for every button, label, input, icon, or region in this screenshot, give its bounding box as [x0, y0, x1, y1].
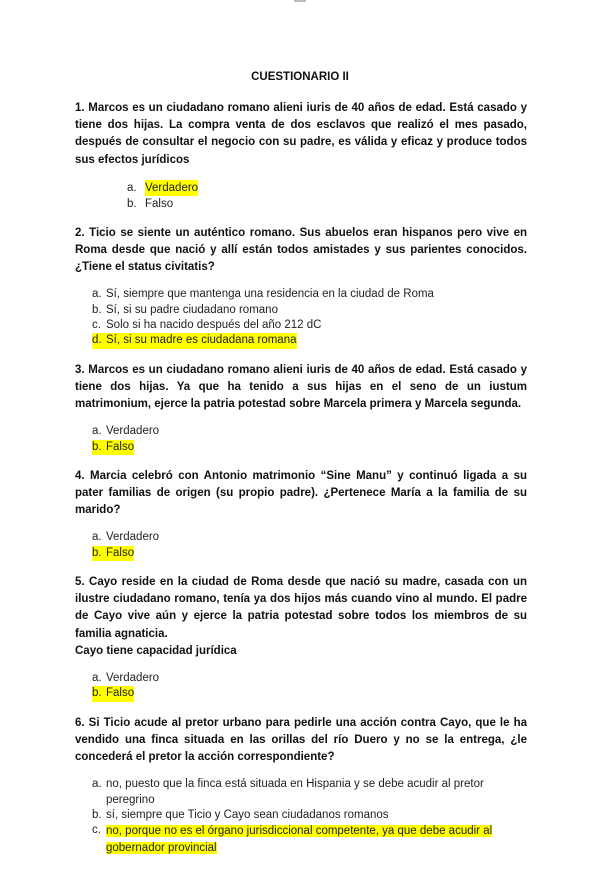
option-text: Verdadero	[106, 425, 160, 438]
option-label: b.	[127, 197, 137, 210]
option-text: Sí, siempre que mantenga una residencia en la ciudad de Roma	[106, 288, 434, 301]
question-2-options	[92, 287, 527, 348]
option-b[interactable]	[127, 196, 527, 212]
option-text: no, puesto que la finca está situada en Hispania y se debe acudir al pretor peregrino	[106, 778, 484, 806]
question-5-statement: Cayo tiene capacidad jurídica	[75, 644, 237, 657]
option-text: sí, siempre que Ticio y Cayo sean ciudadanos romanos	[106, 808, 389, 821]
option-text-highlighted: Sí, si su madre es ciudadana romana	[106, 334, 297, 347]
option-a[interactable]	[92, 287, 527, 302]
option-label: c.	[92, 319, 101, 332]
question-4: 4. Marcia celebró con Antonio matrimonio “Sine Manu” y continuó ligada a su pater familias de origen (su propio padre). ¿Pertenece María a la familia de su marido?	[75, 469, 527, 517]
option-a[interactable]	[127, 180, 527, 196]
question-5-options	[92, 671, 527, 702]
option-label: d.	[92, 334, 102, 347]
option-c[interactable]	[92, 318, 527, 333]
page-title: CUESTIONARIO II	[251, 71, 349, 83]
option-label: a.	[92, 778, 102, 791]
option-label: c.	[92, 824, 101, 837]
option-label: a.	[92, 288, 102, 301]
option-text: Verdadero	[106, 531, 160, 544]
option-label: b.	[92, 546, 102, 559]
option-text-highlighted: Falso	[106, 546, 135, 559]
option-text-highlighted: Falso	[106, 687, 135, 700]
option-a[interactable]	[92, 671, 527, 686]
option-text-highlighted: no, porque no es el órgano jurisdiccional competente, ya que debe acudir al gobernador provincial	[106, 825, 493, 855]
option-b[interactable]	[92, 440, 527, 455]
option-b[interactable]	[92, 686, 527, 701]
option-a[interactable]	[92, 424, 527, 439]
question-2: 2. Ticio se siente un auténtico romano. Sus abuelos eran hispanos pero vive en Roma desde que nació y allí están todos amistades y sus parientes conocidos. ¿Tiene el status civitatis?	[75, 226, 527, 274]
option-text: Solo si ha nacido después del año 212 dC	[106, 319, 322, 332]
page-top-mark	[294, 0, 306, 2]
option-label: a.	[92, 672, 102, 685]
option-c[interactable]	[92, 823, 527, 857]
question-4-options	[92, 530, 527, 561]
option-a[interactable]	[92, 777, 527, 808]
question-6: 6. Si Ticio acude al pretor urbano para pedirle una acción contra Cayo, que le ha vendido una finca situada en las orillas del río Duero y no se la entrega, ¿le concederá el pretor la acción correspondiente?	[75, 716, 527, 764]
question-5: 5. Cayo reside en la ciudad de Roma desde que nació su madre, casada con un ilustre ciudadano romano, tenía ya dos hijos más cuando vino al mundo. El padre de Cayo vive aún y ejerce la patria potestad sobre todos los miembros de su familia agnaticia.	[75, 576, 527, 640]
option-label: b.	[92, 687, 102, 700]
option-a[interactable]	[92, 530, 527, 545]
option-b[interactable]	[92, 546, 527, 561]
question-3: 3. Marcos es un ciudadano romano alieni iuris de 40 años de edad. Está casado y tiene dos hijas. Ya que ha tenido a sus hijas en el seno de un iustum matrimonium, ejerce la patria potestad sobre Marcela primera y Marcela segunda.	[75, 363, 527, 411]
option-text-highlighted: Falso	[106, 440, 135, 453]
option-label: a.	[92, 531, 102, 544]
question-1: 1. Marcos es un ciudadano romano alieni iuris de 40 años de edad. Está casado y tiene dos hijas. La compra venta de dos esclavos que realizó el mes pasado, después de consultar el negocio con su padre, es válida y eficaz y produce todos sus efectos jurídicos	[75, 102, 527, 166]
option-label: b.	[92, 440, 102, 453]
question-1-options	[127, 180, 527, 212]
option-text: Sí, si su padre ciudadano romano	[106, 303, 278, 316]
option-b[interactable]	[92, 808, 527, 823]
option-text: Verdadero	[106, 672, 160, 685]
option-label: b.	[92, 808, 102, 821]
option-label: b.	[92, 303, 102, 316]
option-text-highlighted: Verdadero	[145, 181, 199, 194]
option-label: a.	[127, 181, 137, 194]
option-d[interactable]	[92, 333, 527, 348]
question-6-options	[92, 777, 527, 857]
question-3-options	[92, 424, 527, 455]
option-label: a.	[92, 425, 102, 438]
option-b[interactable]	[92, 303, 527, 318]
option-text: Falso	[145, 197, 174, 210]
